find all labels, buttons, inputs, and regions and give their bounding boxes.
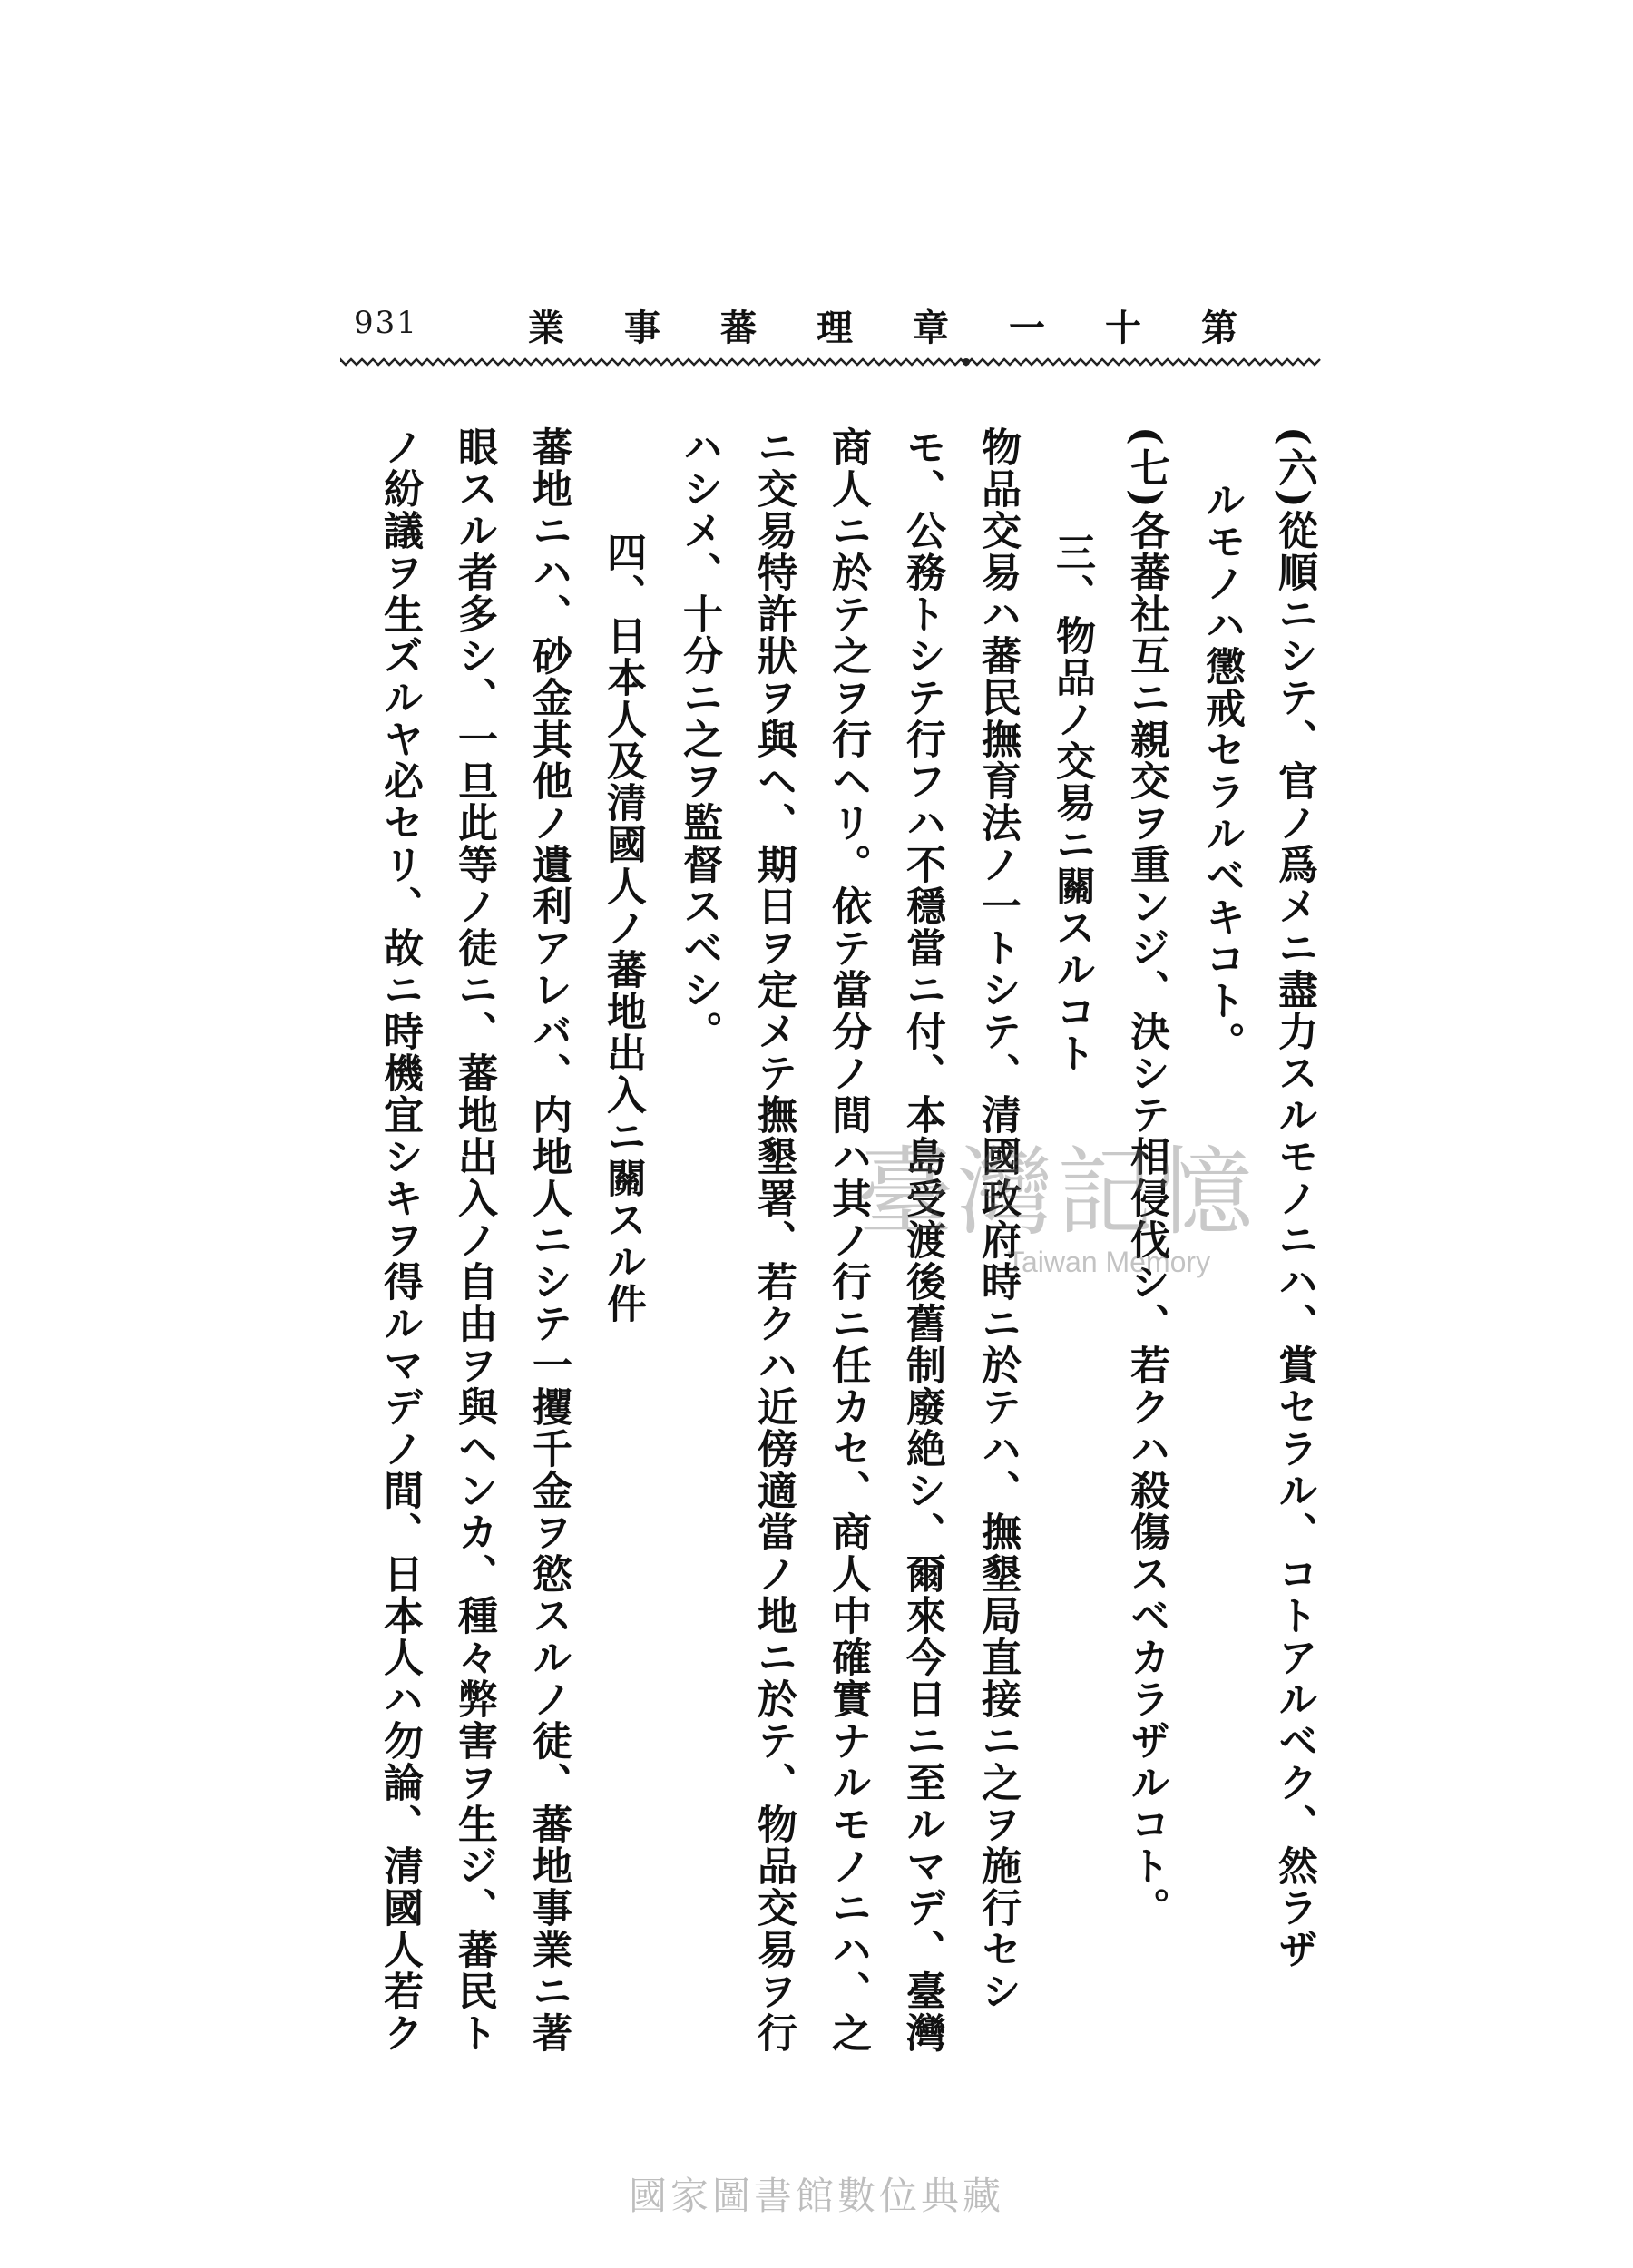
text-column-7: 商人ニ於テ之ヲ行ヘリ。依テ當分ノ間ハ其ノ行ニ任カセ、商人中確實ナルモノニハ、之: [825, 426, 871, 2054]
text-column-1: (六)從順ニシテ、官ノ爲メニ盡力スルモノニハ、賞セラル、コトアルベク、然ラザ: [1271, 426, 1317, 1970]
text-column-5: 物品交易ハ蕃民撫育法ノ一トシテ、清國政府時ニ於テハ、撫墾局直接ニ之ヲ施行セシ: [974, 426, 1021, 2012]
running-header: [336, 299, 1325, 354]
text-column-9: ハシメ、十分ニ之ヲ監督スベシ。: [676, 426, 722, 1052]
chapter-title: 第十一章理蕃事業: [528, 307, 1297, 349]
wavy-rule-icon: [340, 356, 1325, 368]
watermark-en: Taiwan Memory: [1007, 1246, 1211, 1278]
page-number: 931: [354, 305, 418, 341]
watermark-cjk: 臺灣記憶: [857, 1137, 1257, 1248]
text-column-10: 四、日本人及清國人ノ蕃地出入ニ關スル件: [600, 532, 646, 1325]
footer-caption: 國家圖書館數位典藏: [628, 2174, 1004, 2218]
text-column-3: (七)各蕃社互ニ親交ヲ重ンジ、決シテ相侵伐シ、若クハ殺傷スベカラザルコト。: [1123, 426, 1169, 1929]
header-rule: [340, 356, 1325, 368]
text-column-13: ノ紛議ヲ生ズルヤ必セリ、故ニ時機宜シキヲ得ルマデノ間、日本人ハ勿論、清國人若ク: [376, 426, 423, 2054]
text-column-12: 眼スル者多シ、一旦此等ノ徒ニ、蕃地出入ノ自由ヲ與ヘンカ、種々弊害ヲ生ジ、蕃民ト: [451, 426, 497, 2054]
text-column-11: 蕃地ニハ、砂金其他ノ遺利アレバ、内地人ニシテ一攫千金ヲ慾スルノ徒、蕃地事業ニ著: [525, 426, 572, 2054]
text-column-8: ニ交易特許狀ヲ與ヘ、期日ヲ定メテ撫墾署、若クハ近傍適當ノ地ニ於テ、物品交易ヲ行: [750, 426, 797, 2054]
text-column-6: モ、公務トシテ行フハ不穩當ニ付、本島受渡後舊制廢絶シ、爾來今日ニ至ルマデ、臺灣: [899, 426, 945, 2054]
body-text: [313, 426, 1320, 2054]
text-column-4: 三、物品ノ交易ニ關スルコト: [1049, 532, 1095, 1074]
text-column-2: ルモノハ懲戒セラルベキコト。: [1198, 479, 1245, 1063]
